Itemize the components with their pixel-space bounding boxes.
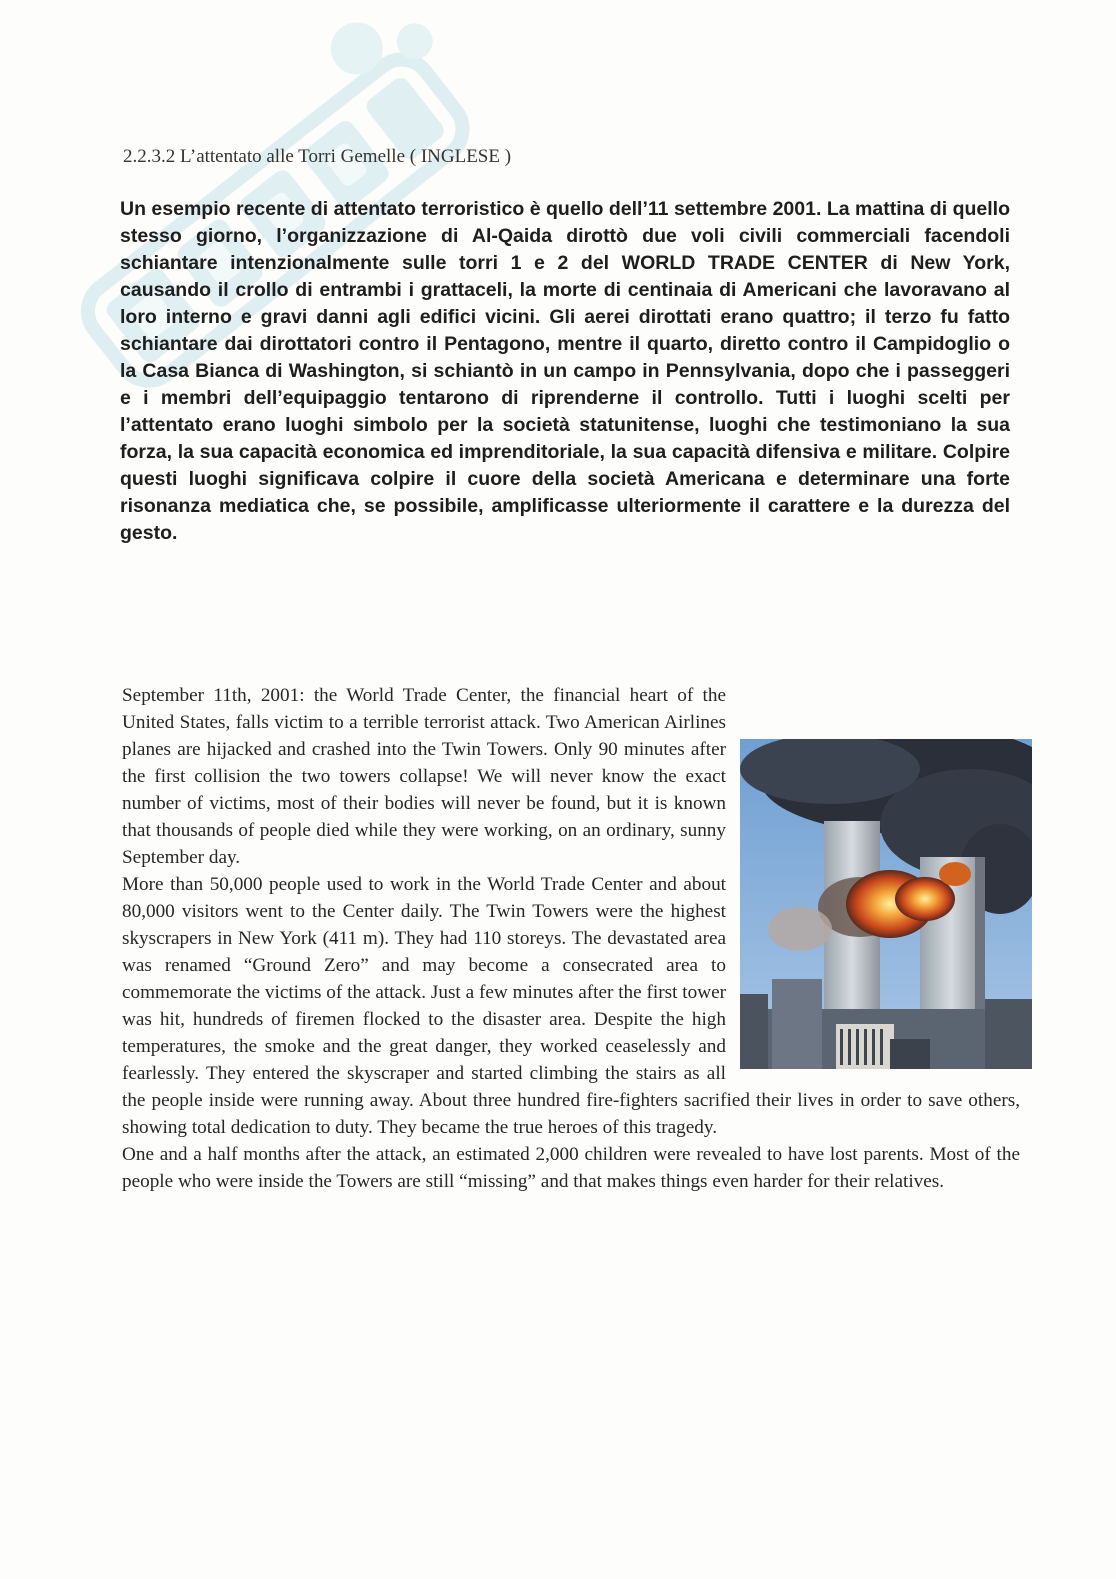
- photo-graphic: [740, 739, 1032, 1069]
- english-paragraph-facts: More than 50,000 people used to work in the World Trade Center and about 80,000 visitors went to the Center daily. The Twin Towers were the highest skyscrapers in New York (411 m). They had 110 storeys. The devastated area was renamed “Ground Zero” and may become a consecrated area to commemorate the victims of the attack. Just a few minutes after the first tower was hit, hundreds of firemen flocked to the disaster area. Despite the high temperatures, the smoke and the great danger, they worked ceaselessly and fearlessly. They entered the skyscraper and started climbing the stairs as all the people inside were running away. About three hundred fire-fighters sacrified their lives in order to save others, showing total dedication to duty. They became the true heroes of this tragedy.: [122, 874, 1020, 1138]
- section-heading: 2.2.3.2 L’attentato alle Torri Gemelle ( INGLESE ): [123, 146, 512, 167]
- english-paragraph-aftermath: One and a half months after the attack, an estimated 2,000 children were revealed to have lost parents. Most of the people who were inside the Towers are still “missing” and that makes things even harder for their relatives.: [122, 1144, 1020, 1192]
- italian-summary-paragraph: Un esempio recente di attentato terroristico è quello dell’11 settembre 2001. La mattina di quello stesso giorno, l’organizzazione di Al-Qaida dirottò due voli civili commerciali facendoli schiantare intenzionalmente sulle torri 1 e 2 del WORLD TRADE CENTER di New York, causando il crollo di entrambi i grattaceli, la morte di centinaia di Americani che lavoravano al loro interno e gravi danni agli edifici vicini. Gli aerei dirottati erano quattro; il terzo fu fatto schiantare dai dirottatori contro il Pentagono, mentre il quarto, diretto contro il Campidoglio o la Casa Bianca di Washington, si schiantò in un campo in Pennsylvania, dopo che i passeggeri e i membri dell’equipaggio tentarono di riprenderne il controllo. Tutti i luoghi scelti per l’attentato erano luoghi simbolo per la società statunitense, luoghi che testimoniano la sua forza, la sua capacità economica ed imprenditoriale, la sua capacità difensiva e militare. Colpire questi luoghi significava colpire il cuore della società Americana e determinare una forte risonanza mediatica che, se possibile, amplificasse ulteriormente il carattere e la durezza del gesto.: [120, 198, 1010, 544]
- english-text-block: [122, 682, 1020, 1195]
- english-paragraph-intro: September 11th, 2001: the World Trade Center, the financial heart of the United States, falls victim to a terrible terrorist attack. Two American Airlines planes are hijacked and crashed into the Twin Towers. Only 90 minutes after the first collision the two towers collapse! We will never know the exact number of victims, most of their bodies will never be found, but it is known that thousands of people died while they were working, on an ordinary, sunny September day.: [122, 685, 726, 868]
- twin-towers-attack-photo: [740, 739, 1032, 1069]
